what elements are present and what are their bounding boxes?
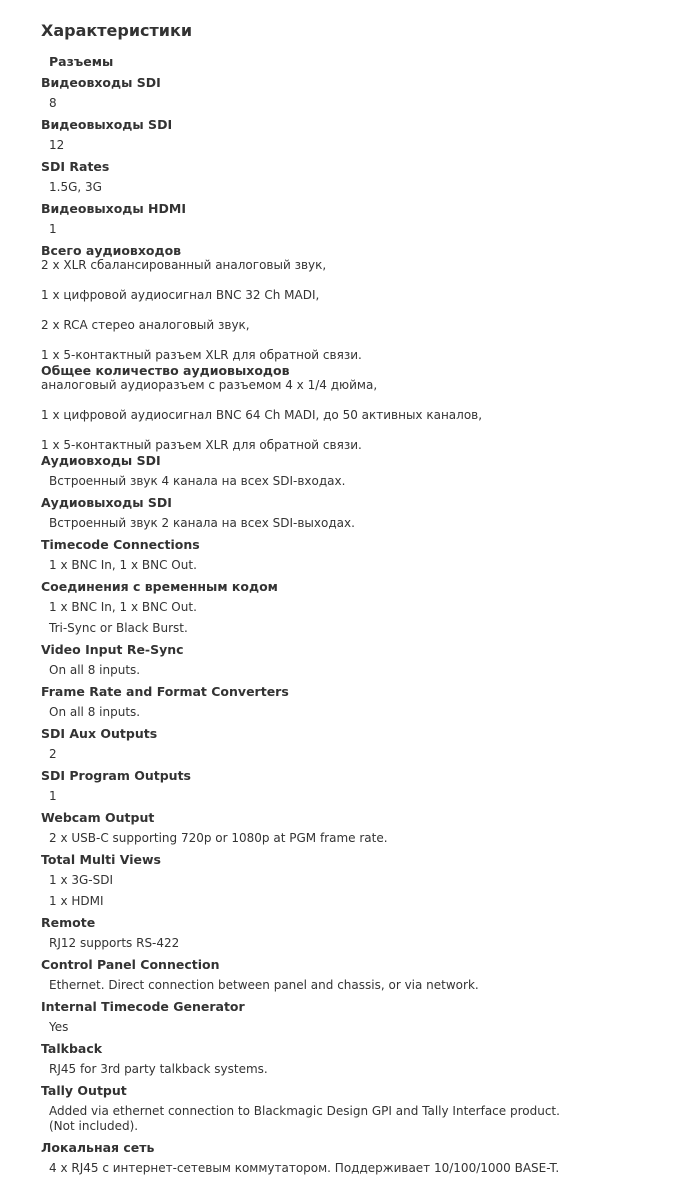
- spec-value: Yes: [49, 1020, 69, 1034]
- spec-value: 1 x цифровой аудиосигнал BNC 32 Ch MADI,: [41, 288, 320, 302]
- spec-value: 1: [49, 789, 57, 803]
- spec-value: Ethernet. Direct connection between panel and chassis, or via network.: [49, 978, 479, 992]
- spec-heading: Tally Output: [41, 1083, 127, 1098]
- spec-value: Встроенный звук 2 канала на всех SDI-выходах.: [49, 516, 355, 530]
- spec-value: 1 x BNC In, 1 x BNC Out.: [49, 600, 197, 614]
- spec-heading: SDI Program Outputs: [41, 768, 191, 783]
- spec-heading: Видеовходы SDI: [41, 75, 161, 90]
- spec-value: RJ12 supports RS-422: [49, 936, 180, 950]
- spec-value: 1 x BNC In, 1 x BNC Out.: [49, 558, 197, 572]
- spec-value: 2 x USB-C supporting 720p or 1080p at PGM frame rate.: [49, 831, 388, 845]
- spec-heading: Total Multi Views: [41, 852, 161, 867]
- spec-heading: Всего аудиовходов: [41, 243, 182, 258]
- group-label: Разъемы: [49, 54, 114, 69]
- spec-heading: Webcam Output: [41, 810, 155, 825]
- spec-value: 1 x 5-контактный разъем XLR для обратной связи.: [41, 438, 362, 452]
- spec-value: аналоговый аудиоразъем с разъемом 4 x 1/4 дюйма,: [41, 378, 378, 392]
- spec-heading: Video Input Re-Sync: [41, 642, 184, 657]
- spec-value: (Not included).: [49, 1119, 139, 1133]
- spec-value: 2: [49, 747, 57, 761]
- spec-value: 12: [49, 138, 65, 152]
- spec-heading: Timecode Connections: [41, 537, 200, 552]
- spec-heading: Аудиовыходы SDI: [41, 495, 172, 510]
- spec-value: RJ45 for 3rd party talkback systems.: [49, 1062, 268, 1076]
- spec-heading: Общее количество аудиовыходов: [41, 363, 290, 378]
- spec-value: 2 x XLR сбалансированный аналоговый звук,: [41, 258, 327, 272]
- spec-heading: Internal Timecode Generator: [41, 999, 245, 1014]
- spec-heading: Control Panel Connection: [41, 957, 220, 972]
- spec-heading: Аудиовходы SDI: [41, 453, 161, 468]
- spec-value: 1.5G, 3G: [49, 180, 102, 194]
- spec-heading: SDI Rates: [41, 159, 110, 174]
- spec-value: Added via ethernet connection to Blackmagic Design GPI and Tally Interface product.: [49, 1104, 560, 1118]
- spec-value: 1 x цифровой аудиосигнал BNC 64 Ch MADI, до 50 активных каналов,: [41, 408, 483, 422]
- spec-value: 1 x 5-контактный разъем XLR для обратной связи.: [41, 348, 362, 362]
- spec-value: Встроенный звук 4 канала на всех SDI-входах.: [49, 474, 346, 488]
- spec-value: 2 x RCA стерео аналоговый звук,: [41, 318, 250, 332]
- page-title: Характеристики: [41, 21, 193, 40]
- spec-value: 8: [49, 96, 57, 110]
- spec-heading: Remote: [41, 915, 96, 930]
- spec-value: 1 x HDMI: [49, 894, 104, 908]
- spec-value: On all 8 inputs.: [49, 705, 141, 719]
- spec-heading: Видеовыходы SDI: [41, 117, 173, 132]
- spec-heading: Frame Rate and Format Converters: [41, 684, 289, 699]
- spec-value: 1 x 3G-SDI: [49, 873, 114, 887]
- spec-value: On all 8 inputs.: [49, 663, 141, 677]
- spec-value: Tri-Sync or Black Burst.: [49, 621, 188, 635]
- spec-value: 4 x RJ45 с интернет-сетевым коммутатором. Поддерживает 10/100/1000 BASE-T.: [49, 1161, 560, 1175]
- spec-heading: SDI Aux Outputs: [41, 726, 158, 741]
- spec-heading: Видеовыходы HDMI: [41, 201, 186, 216]
- spec-value: 1: [49, 222, 57, 236]
- spec-heading: Локальная сеть: [41, 1140, 155, 1155]
- spec-heading: Соединения с временным кодом: [41, 579, 278, 594]
- spec-heading: Talkback: [41, 1041, 103, 1056]
